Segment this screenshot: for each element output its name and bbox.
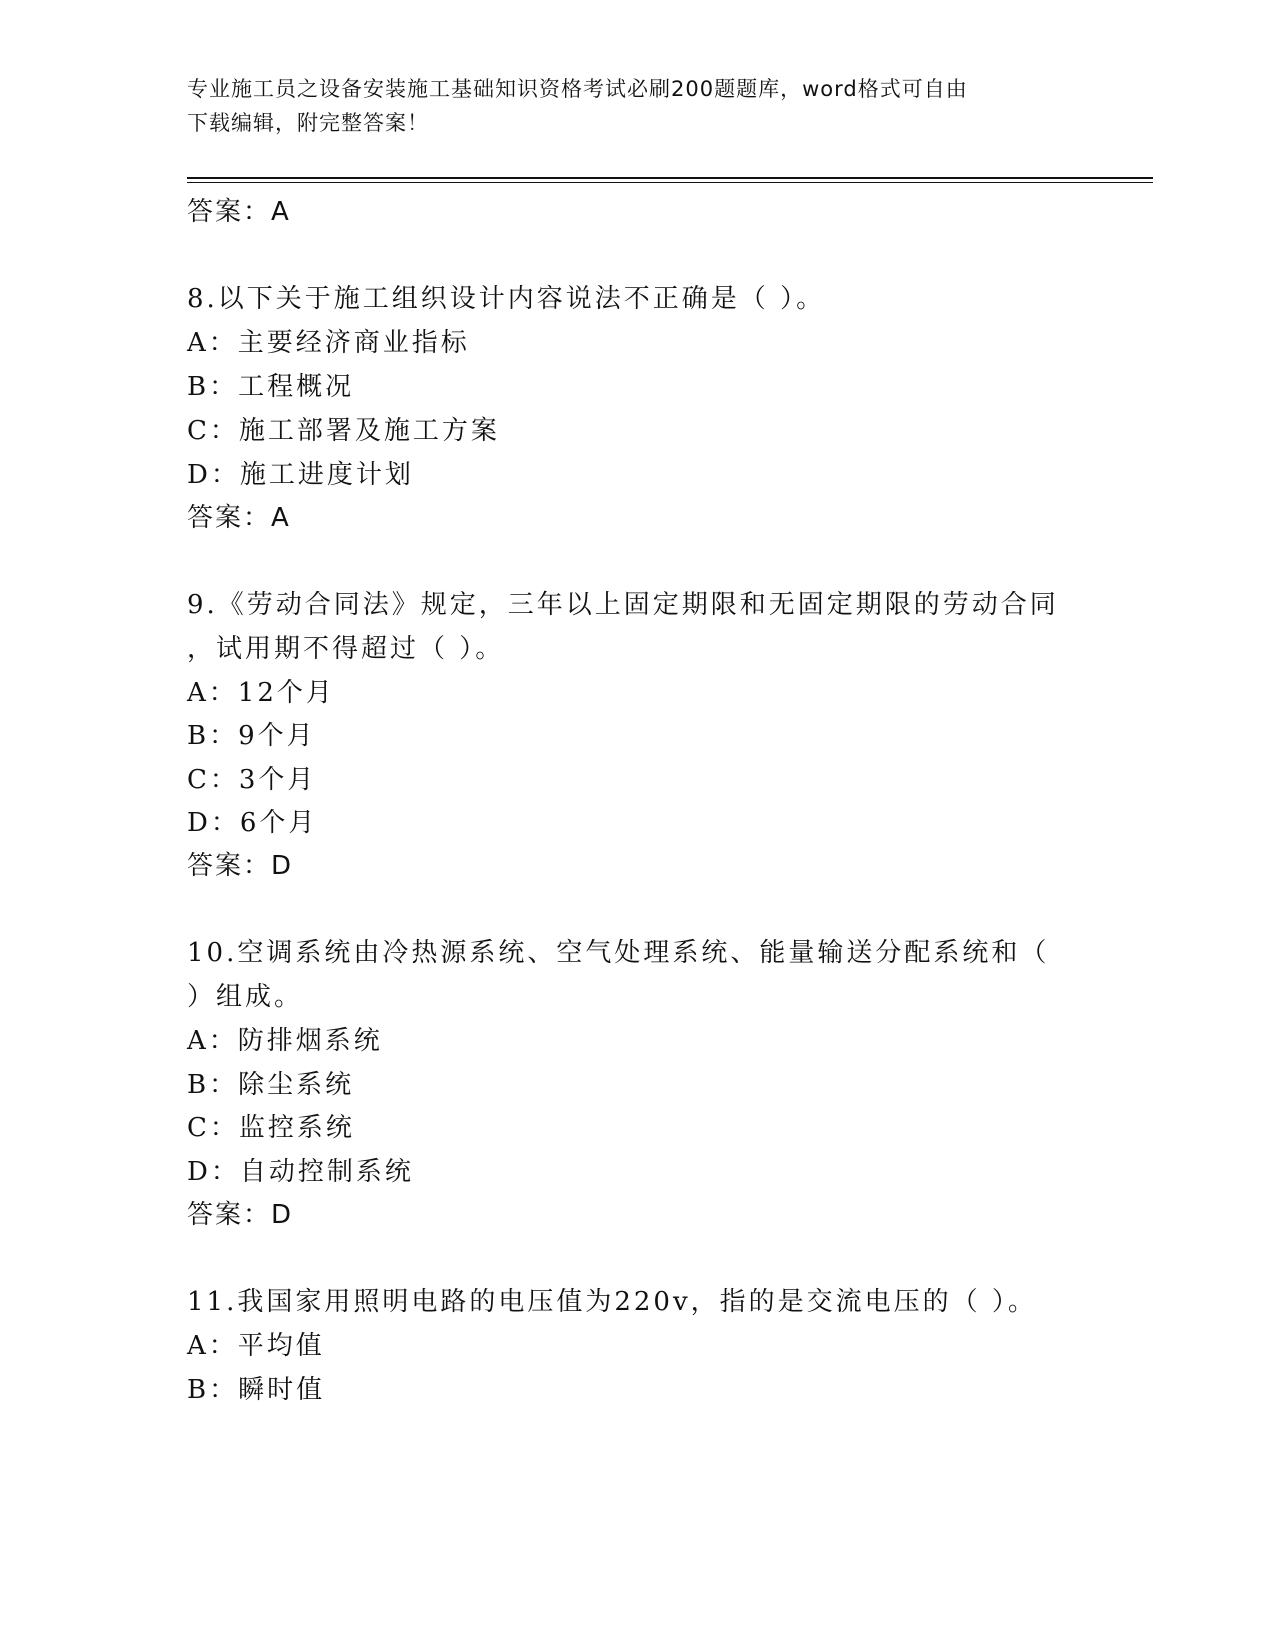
question-11-option-b: B：瞬时值 (187, 1375, 326, 1405)
question-8-answer: 答案：A (187, 503, 291, 533)
question-11-stem: 11.我国家用照明电路的电压值为220v，指的是交流电压的（ ）。 (187, 1287, 1037, 1317)
question-10-stem-line-2: ）组成。 (187, 982, 304, 1012)
question-8-option-a: A：主要经济商业指标 (187, 328, 470, 358)
question-10-option-b: B：除尘系统 (187, 1070, 355, 1100)
document-header (187, 72, 1067, 140)
answer-previous: 答案：A (187, 197, 291, 227)
question-9-option-b: B：9个月 (187, 721, 316, 751)
question-9-answer: 答案：D (187, 851, 294, 881)
header-line-1: 专业施工员之设备安装施工基础知识资格考试必刷200题题库，word格式可自由 (187, 77, 968, 101)
question-10-option-c: C：监控系统 (187, 1113, 355, 1143)
question-9-stem-line-1: 9.《劳动合同法》规定，三年以上固定期限和无固定期限的劳动合同 (187, 590, 1059, 620)
header-line-2: 下载编辑，附完整答案！ (187, 111, 429, 135)
question-8-option-d: D：施工进度计划 (187, 460, 414, 490)
question-9-stem-line-2: ，试用期不得超过（ ）。 (187, 634, 505, 664)
question-10-option-d: D：自动控制系统 (187, 1157, 414, 1187)
question-8-option-c: C：施工部署及施工方案 (187, 416, 500, 446)
question-8-stem: 8.以下关于施工组织设计内容说法不正确是（ ）。 (187, 284, 826, 314)
question-11-option-a: A：平均值 (187, 1331, 325, 1361)
question-10-stem-line-1: 10.空调系统由冷热源系统、空气处理系统、能量输送分配系统和（ (187, 938, 1050, 968)
question-10-answer: 答案：D (187, 1200, 294, 1230)
question-9-option-a: A：12个月 (187, 678, 335, 708)
header-divider-thick (187, 177, 1153, 179)
question-9-option-c: C：3个月 (187, 765, 317, 795)
header-divider-thin (187, 182, 1153, 183)
question-10-option-a: A：防排烟系统 (187, 1026, 383, 1056)
question-8-option-b: B：工程概况 (187, 372, 355, 402)
question-9-option-d: D：6个月 (187, 808, 318, 838)
